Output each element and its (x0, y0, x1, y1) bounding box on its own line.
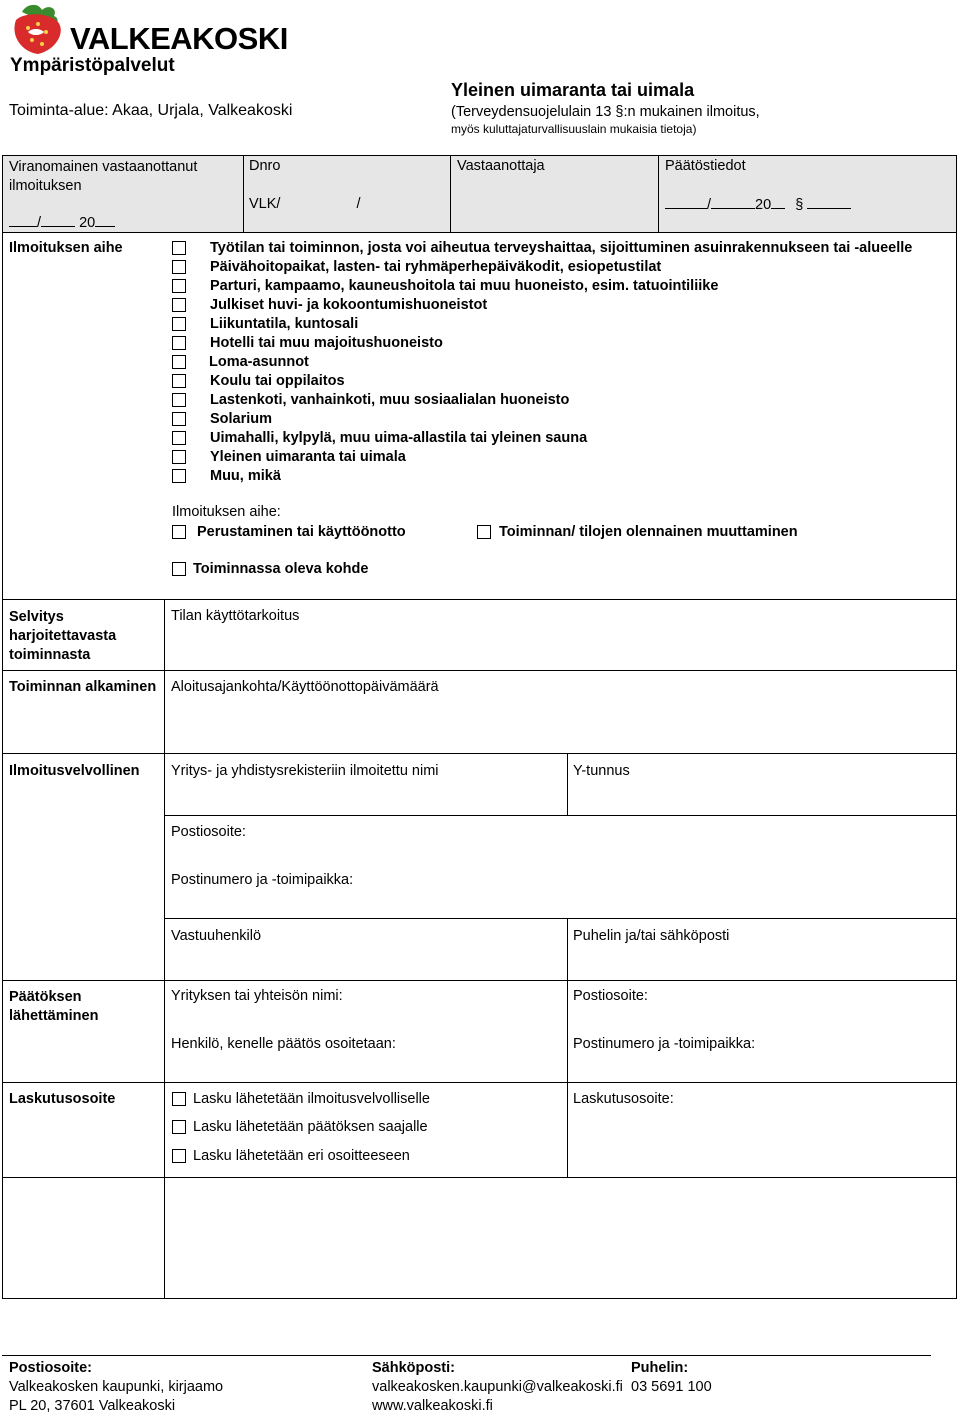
form-subtitle-2: myös kuluttajaturvallisuuslain mukaisia tietoja) (451, 122, 697, 136)
received-label: Viranomainen vastaanottanut ilmoituksen (9, 159, 198, 194)
billing-opt3-label: Lasku lähetetään eri osoitteeseen (193, 1148, 410, 1164)
topic-label: Yleinen uimaranta tai uimala (210, 449, 406, 465)
topic-checkbox[interactable] (172, 316, 186, 332)
decision-info-label: Päätöstiedot (665, 158, 746, 174)
dnro-label: Dnro (249, 158, 281, 174)
topic-checkbox[interactable] (172, 278, 186, 294)
strawberry-logo-icon (8, 2, 70, 58)
topic-label: Hotelli tai muu majoitushuoneisto (210, 335, 443, 351)
billing-opt2-checkbox[interactable] (172, 1119, 186, 1135)
form-subtitle-1: (Terveydensuojelulain 13 §:n mukainen ilmoitus, (451, 104, 760, 120)
website-link[interactable]: www.valkeakoski.fi (372, 1398, 493, 1414)
footer-postal: Postiosoite: Valkeakosken kaupunki, kirjaamo PL 20, 37601 Valkeakoski (9, 1360, 224, 1414)
topic-label: Muu, mikä (210, 468, 281, 484)
dnro-field[interactable]: VLK/ / (249, 196, 361, 212)
form-title: Yleinen uimaranta tai uimala (451, 80, 695, 100)
topic-checkbox[interactable] (172, 468, 186, 484)
topic-label: Uimahalli, kylpylä, muu uima-allastila tai yleinen sauna (210, 430, 588, 446)
notifier-label: Ilmoitusvelvollinen (9, 763, 140, 779)
decision-delivery-label: Päätöksen lähettäminen (9, 989, 99, 1024)
topic-label: Solarium (210, 411, 273, 427)
billing-address-field[interactable]: Laskutusosoite: (573, 1091, 674, 1107)
topic-label: Parturi, kampaamo, kauneushoitola tai muu huoneisto, esim. tatuointiliike (210, 278, 719, 294)
topic-label: Lastenkoti, vanhainkoti, muu sosiaalialan huoneisto (210, 392, 570, 408)
decision-company-field[interactable]: Yrityksen tai yhteisön nimi: (171, 988, 343, 1004)
subject-change-label: Toiminnan/ tilojen olennainen muuttaminen (499, 524, 798, 540)
topic-checkbox[interactable] (172, 411, 186, 427)
topic-checkbox[interactable] (172, 259, 186, 275)
contact-person-field[interactable]: Vastuuhenkilö (171, 928, 262, 944)
topic-label: Koulu tai oppilaitos (210, 373, 345, 389)
subject-change-checkbox[interactable] (477, 524, 491, 540)
subject-existing-checkbox[interactable] (172, 561, 186, 577)
start-date-field[interactable]: Aloitusajankohta/Käyttöönottopäivämäärä (171, 679, 439, 695)
billing-label: Laskutusosoite (9, 1091, 116, 1107)
topic-label: Liikuntatila, kuntosali (210, 316, 359, 332)
topic-label: Päivähoitopaikat, lasten- tai ryhmäperhepäiväkodit, esiopetustilat (210, 259, 662, 275)
received-date-field[interactable]: / 20 (9, 214, 115, 231)
subject-label: Ilmoituksen aihe: (172, 504, 281, 520)
topic-checkbox[interactable] (172, 430, 186, 446)
footer-email: Sähköposti: valkeakosken.kaupunki@valkeakoski.fi www.valkeakoski.fi (372, 1360, 623, 1414)
subject-start-label: Perustaminen tai käyttöönotto (197, 524, 406, 540)
topic-checkbox[interactable] (172, 373, 186, 389)
subject-start-checkbox[interactable] (172, 524, 186, 540)
business-id-field[interactable]: Y-tunnus (573, 763, 630, 779)
billing-opt1-label: Lasku lähetetään ilmoitusvelvolliselle (193, 1091, 430, 1107)
city-logo (8, 2, 293, 58)
department-name: Ympäristöpalvelut (10, 55, 175, 76)
company-name-field[interactable]: Yritys- ja yhdistysrekisteriin ilmoitettu nimi (171, 763, 439, 779)
topic-checkbox[interactable] (172, 392, 186, 408)
phone-email-field[interactable]: Puhelin ja/tai sähköposti (573, 928, 730, 944)
decision-person-field[interactable]: Henkilö, kenelle päätös osoitetaan: (171, 1036, 396, 1052)
billing-opt1-checkbox[interactable] (172, 1091, 186, 1107)
footer-phone: Puhelin: 03 5691 100 (631, 1360, 712, 1395)
topic-checkbox[interactable] (172, 449, 186, 465)
receiver-label: Vastaanottaja (457, 158, 545, 174)
decision-postcode-field[interactable]: Postinumero ja -toimipaikka: (573, 1036, 756, 1052)
postal-address-field[interactable]: Postiosoite: (171, 824, 246, 840)
operating-area: Toiminta-alue: Akaa, Urjala, Valkeakoski (9, 102, 293, 119)
activity-label: Selvitys harjoitettavasta toiminnasta (9, 609, 117, 663)
topic-label: Työtilan tai toiminnon, josta voi aiheutua terveyshaittaa, sijoittuminen asuinrakennukseen tai -alueelle (210, 240, 913, 256)
logo-text: VALKEAKOSKI (70, 21, 288, 56)
billing-opt2-label: Lasku lähetetään päätöksen saajalle (193, 1119, 428, 1135)
topic-checkbox[interactable] (172, 240, 186, 256)
topic-checkbox[interactable] (172, 335, 186, 351)
topic-checkbox[interactable] (172, 297, 186, 313)
topic-label: Julkiset huvi- ja kokoontumishuoneistot (210, 297, 488, 313)
postcode-field[interactable]: Postinumero ja -toimipaikka: (171, 872, 354, 888)
decision-postal-field[interactable]: Postiosoite: (573, 988, 648, 1004)
email-link[interactable]: valkeakosken.kaupunki@valkeakoski.fi (372, 1379, 623, 1395)
usage-purpose-field[interactable]: Tilan käyttötarkoitus (171, 608, 300, 624)
billing-opt3-checkbox[interactable] (172, 1148, 186, 1164)
topic-label: Loma-asunnot (209, 354, 309, 370)
topic-checkbox[interactable] (172, 354, 186, 370)
topics-label: Ilmoituksen aihe (9, 240, 123, 256)
subject-existing-label: Toiminnassa oleva kohde (193, 561, 369, 577)
start-label: Toiminnan alkaminen (9, 679, 157, 695)
decision-info-field[interactable]: / 20 § (665, 196, 851, 213)
